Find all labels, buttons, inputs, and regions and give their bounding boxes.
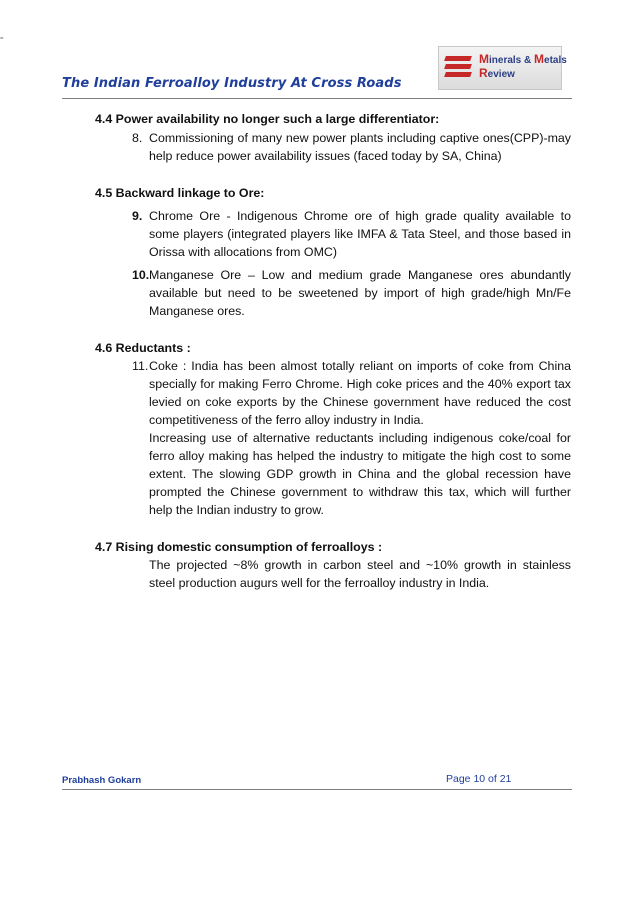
- logo-line-2: Review: [479, 66, 515, 80]
- list-item-text: Coke : India has been almost totally reliant on imports of coke from China specially for making Ferro Chrome. High coke prices and the 40% export tax levied on coke exports by the Chinese government have reduced the cost competitiveness of the ferro alloy industry in India.: [149, 359, 571, 427]
- section-heading-4-4: 4.4 Power availability no longer such a large differentiator:: [95, 112, 440, 126]
- list-item-text: Chrome Ore - Indigenous Chrome ore of high grade quality available to some players (integrated players like IMFA & Tata Steel, and those based in Orissa with allocations from OMC): [149, 209, 571, 259]
- list-number: 8.: [132, 131, 143, 145]
- list-number: 10.: [132, 268, 150, 282]
- list-number: 9.: [132, 209, 143, 223]
- list-item-9: [95, 207, 571, 261]
- corner-mark: =: [0, 36, 4, 42]
- list-item-text: Manganese Ore – Low and medium grade Manganese ores abundantly available but need to be sweetened by import of high grade/high Mn/Fe Manganese ores.: [149, 268, 571, 318]
- footer-divider: [62, 789, 572, 790]
- page-title: The Indian Ferroalloy Industry At Cross Roads: [62, 76, 402, 91]
- logo-mark-icon: [445, 56, 471, 78]
- footer-author: Prabhash Gokarn: [62, 775, 142, 786]
- header-divider: [62, 98, 572, 99]
- footer-page-number: Page 10 of 21: [446, 773, 512, 785]
- list-item-11: [95, 357, 571, 429]
- list-number: 11.: [132, 359, 149, 373]
- publication-logo: [438, 46, 567, 90]
- list-item-text: Commissioning of many new power plants including captive ones(CPP)-may help reduce power availability issues (faced today by SA, China): [149, 131, 571, 163]
- logo-line-1: Minerals & Metals: [479, 52, 567, 66]
- section-heading-4-6: 4.6 Reductants :: [95, 341, 191, 355]
- list-item-10: [95, 266, 571, 320]
- section-heading-4-7: 4.7 Rising domestic consumption of ferroalloys :: [95, 540, 383, 554]
- section-heading-4-5: 4.5 Backward linkage to Ore:: [95, 186, 265, 200]
- list-item-8: [95, 129, 571, 165]
- paragraph: The projected ~8% growth in carbon steel and ~10% growth in stainless steel production augurs well for the ferroalloy industry in India.: [149, 558, 571, 590]
- document-body: [95, 110, 571, 592]
- paragraph-continuation: Increasing use of alternative reductants including indigenous coke/coal for ferro alloy making has helped the industry to mitigate the high cost to some extent. The slowing GDP growth in China and the global recession have prompted the Chinese government to withdraw this tax, which will further help the Indian industry to grow.: [149, 431, 571, 517]
